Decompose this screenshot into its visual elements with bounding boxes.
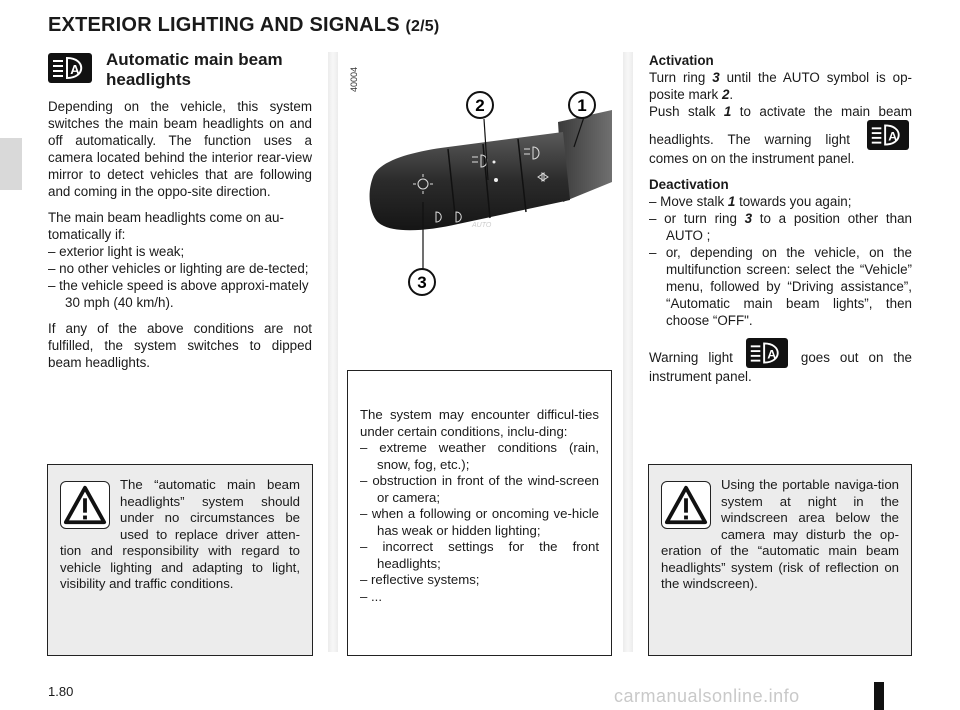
list-item: – Move stalk 1 towards you again;	[649, 194, 852, 209]
callout-1	[569, 92, 595, 118]
stalk-illustration	[348, 52, 612, 352]
svg-text:2: 2	[475, 96, 485, 115]
activation-step-1: Turn ring 3 until the AUTO symbol is op-posite mark 2.	[649, 70, 912, 102]
chapter-tab	[0, 138, 22, 190]
activation-step-2: Push stalk 1 to activate the main beam headlights. The warning light A comes on on the instrument panel.	[649, 104, 912, 166]
svg-text:A: A	[767, 347, 777, 362]
intro-paragraph: Depending on the vehicle, this system switches the main beam headlights on and off automatically. The function uses a camera located behind the interior rear-view mirror to detect vehicles that are following and coming in the oppo-site direction.	[48, 99, 312, 199]
warning-text: The “automatic main beam headlights” system should under no circumstances be used to replace driver atten-tion and responsibility with regard to vehicle lighting and adapting to light, visibility and traffic conditions.	[60, 477, 300, 591]
section-heading-row	[48, 50, 312, 92]
list-item: – obstruction in front of the wind-screen or camera;	[360, 473, 599, 505]
corner-mark	[874, 682, 884, 710]
note-box-difficulties	[347, 370, 612, 656]
page-number: 1.80	[48, 684, 74, 699]
svg-text:1: 1	[577, 96, 587, 115]
auto-main-beam-icon	[746, 338, 788, 368]
list-item: – no other vehicles or lighting are de-tected;	[48, 261, 309, 276]
warning-light-note: Warning light A goes out on the instrument panel.	[649, 338, 912, 385]
list-item: – or turn ring 3 to a position other than AUTO ;	[649, 211, 912, 243]
activation-heading: Activation	[649, 53, 714, 68]
page-title-suffix: (2/5)	[405, 18, 440, 35]
section-heading: Automatic main beam headlights	[106, 50, 283, 89]
svg-text:A: A	[888, 129, 898, 144]
svg-text:AUTO: AUTO	[472, 222, 492, 229]
list-item: – incorrect settings for the front headlights;	[360, 539, 599, 571]
deactivation-heading: Deactivation	[649, 177, 729, 192]
list-item: – exterior light is weak;	[48, 244, 185, 259]
warning-text: Using the portable naviga-tion system at night in the windscreen area below the camera may disturb the op-eration of the “automatic main beam headlights” system (risk of reflection on the windscreen).	[661, 477, 899, 591]
warning-triangle-icon	[60, 481, 110, 529]
list-item: – ...	[360, 588, 382, 604]
list-item: – extreme weather conditions (rain, snow, fog, etc.);	[360, 440, 599, 472]
fallback-paragraph: If any of the above conditions are not fulfilled, the system switches to dipped beam headlights.	[48, 321, 312, 370]
column-left	[48, 50, 312, 380]
list-item: – or, depending on the vehicle, on the multifunction screen: select the “Vehicle” menu, followed by “Driving assistance”, “Automatic main beam lights”, then choose “OFF".	[649, 245, 912, 328]
callout-3	[409, 269, 435, 295]
figure-reference: 40004	[349, 66, 359, 92]
column-divider	[328, 52, 338, 652]
note-intro: The system may encounter difficul-ties under certain conditions, inclu-ding:	[360, 407, 599, 439]
deactivation-list	[649, 193, 912, 329]
list-item: – the vehicle speed is above approxi-mately 30 mph (40 km/h).	[48, 278, 309, 310]
warning-box-driver-responsibility	[47, 464, 313, 656]
svg-text:3: 3	[417, 273, 427, 292]
callout-2	[467, 92, 493, 118]
warning-box-navigation	[648, 464, 912, 656]
warning-triangle-icon	[661, 481, 711, 529]
column-right	[649, 52, 912, 385]
auto-main-beam-icon	[48, 53, 92, 83]
difficulties-list	[360, 440, 599, 605]
conditions-intro: The main beam headlights come on au-tomatically if:	[48, 210, 284, 242]
list-item: – reflective systems;	[360, 572, 480, 587]
column-divider	[623, 52, 633, 652]
page-title-text: EXTERIOR LIGHTING AND SIGNALS	[48, 14, 400, 36]
svg-text:A: A	[70, 62, 80, 77]
conditions-list	[48, 243, 312, 311]
page-title	[48, 14, 439, 37]
auto-main-beam-icon	[867, 120, 909, 150]
watermark: carmanualsonline.info	[614, 686, 800, 706]
list-item: – when a following or oncoming ve-hicle has weak or hidden lighting;	[360, 506, 599, 538]
